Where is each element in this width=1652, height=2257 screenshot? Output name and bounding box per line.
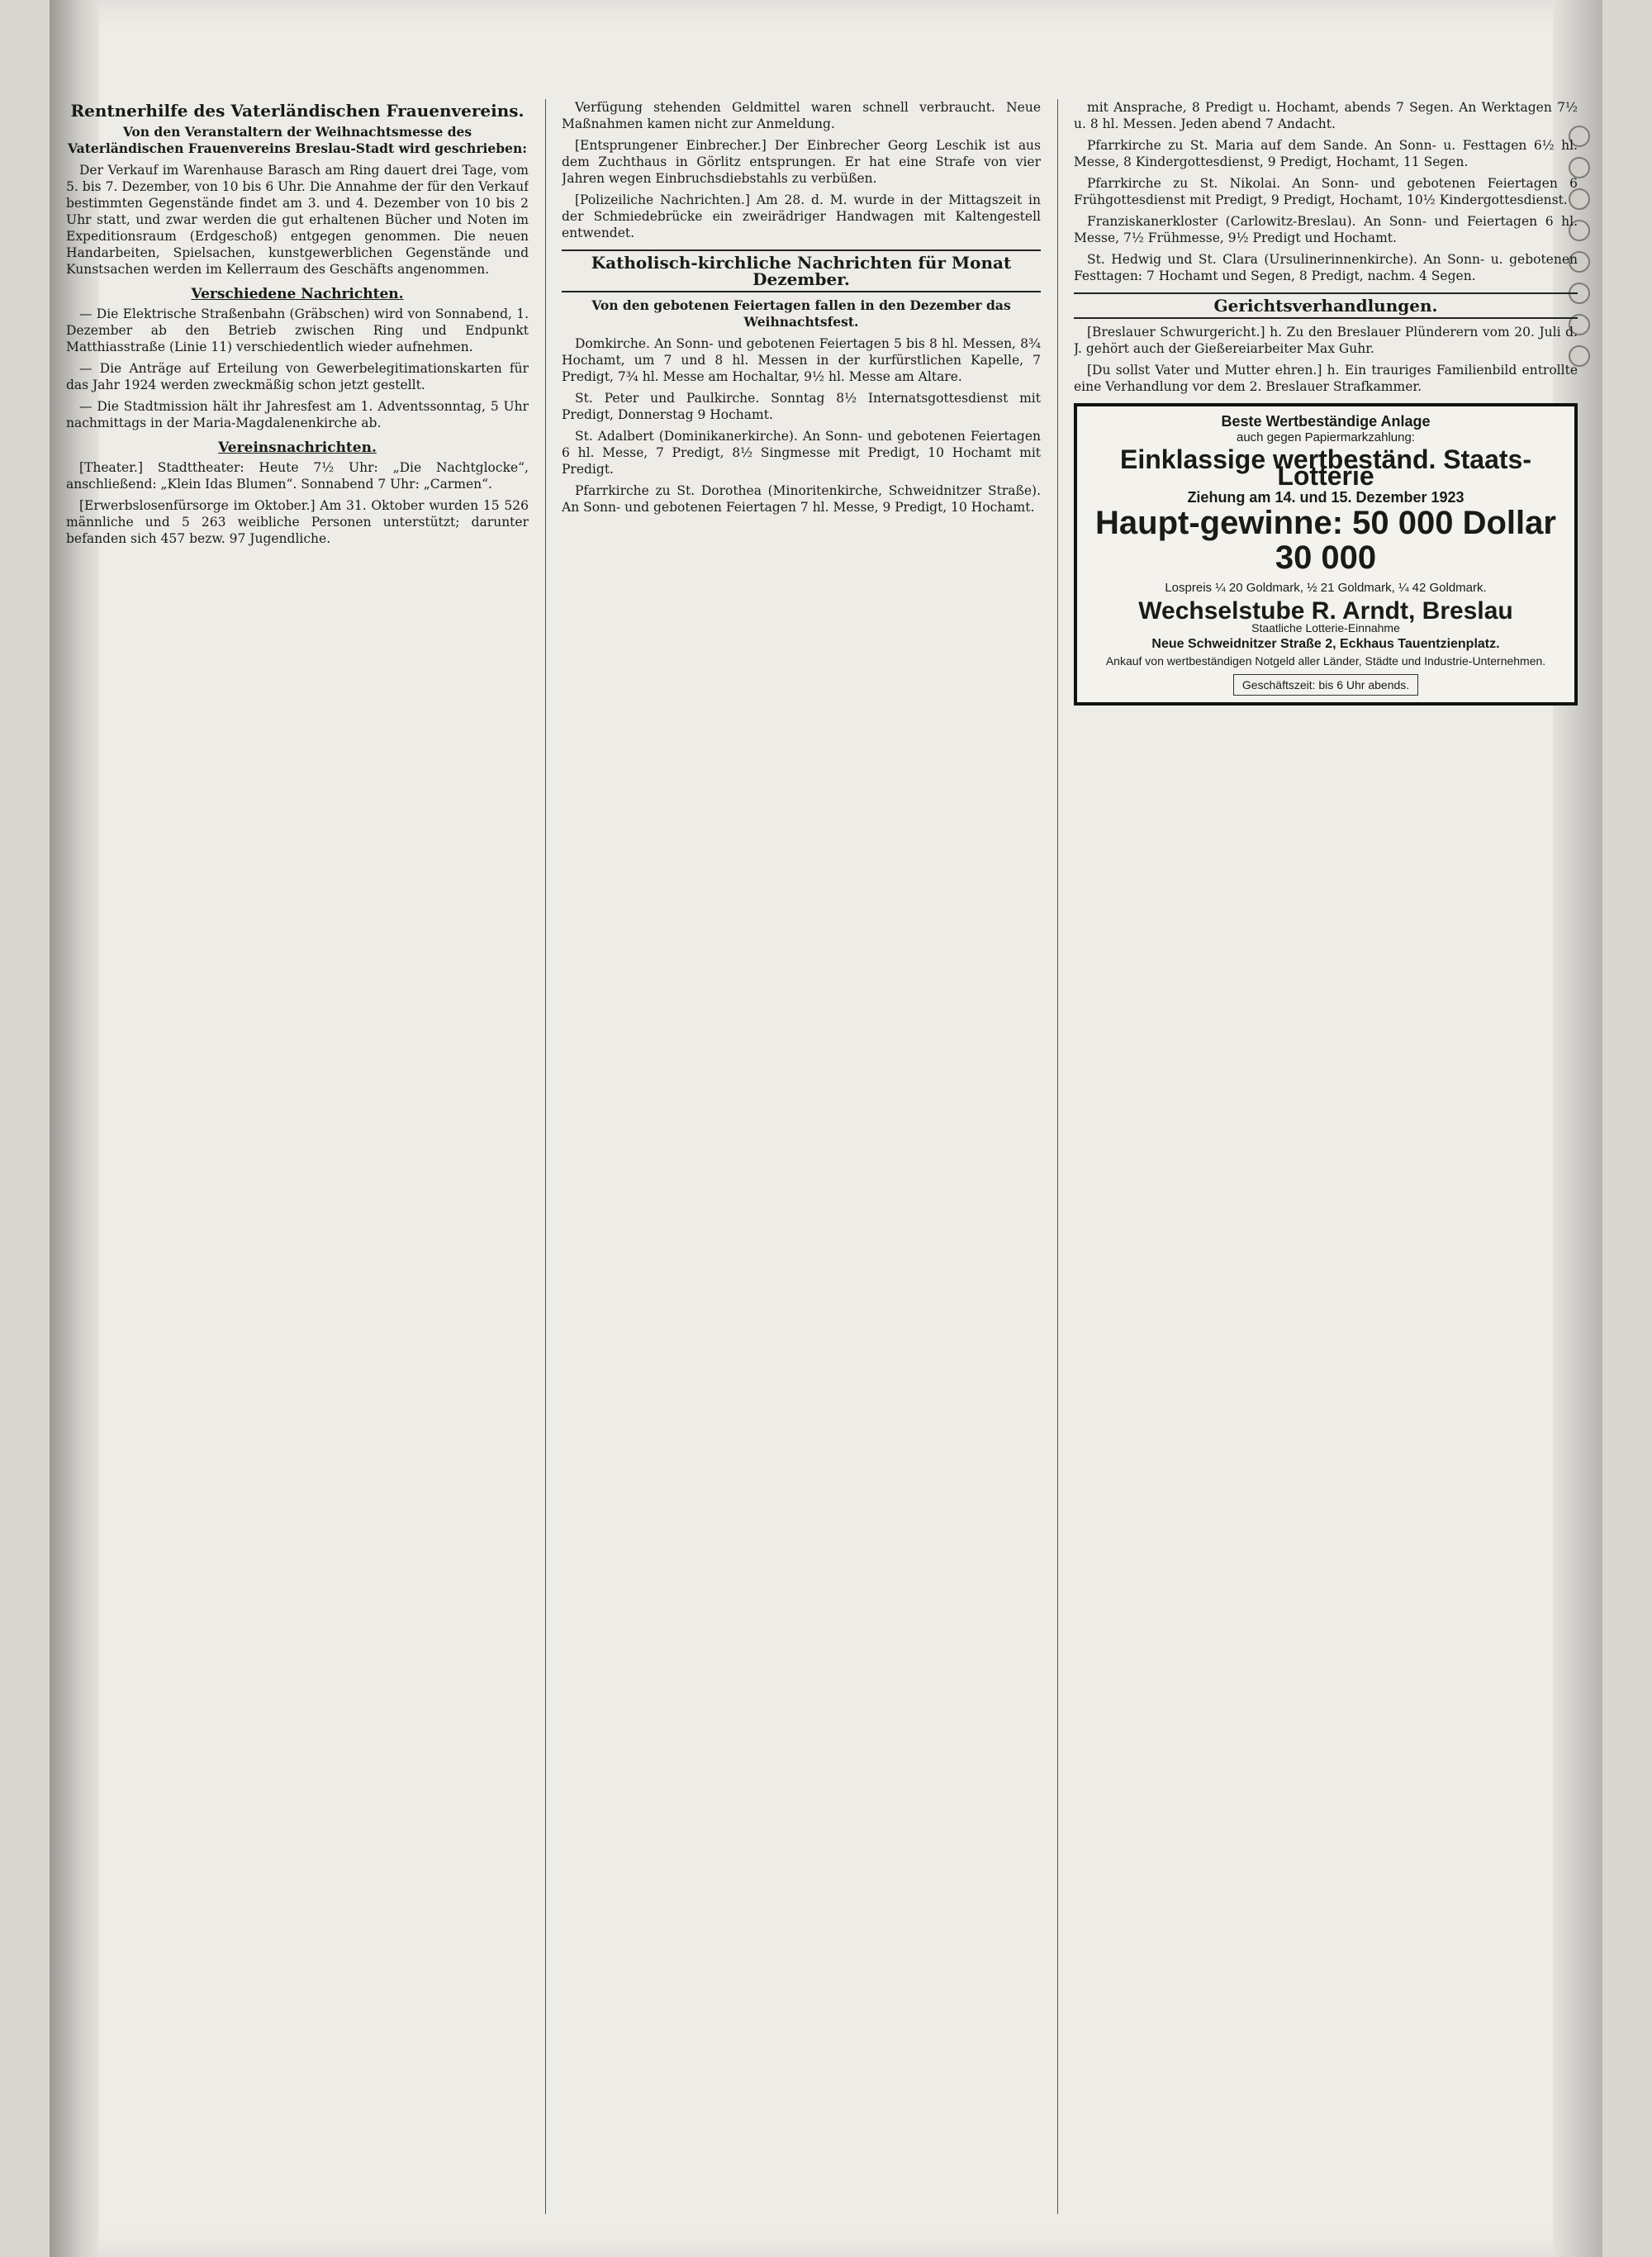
column-divider: [545, 99, 546, 2214]
article-paragraph: [Erwerbslosenfürsorge im Oktober.] Am 31. Oktober wurden 15 526 männliche und 5 263 weibliche Personen unterstützt; darunter befanden sich 457 bezw. 97 Jugendliche.: [66, 498, 529, 546]
article-headline: Gerichtsverhandlungen.: [1074, 292, 1578, 319]
article-paragraph: — Die Anträge auf Erteilung von Gewerbelegitimationskarten für das Jahr 1924 werden zweckmäßig schon jetzt gestellt.: [66, 361, 529, 392]
article-paragraph: [Theater.] Stadttheater: Heute 7½ Uhr: „Die Nachtglocke“, anschließend: „Klein Idas Blumen“. Sonnabend 7 Uhr: „Carmen“.: [66, 460, 529, 492]
article-paragraph: Franziskanerkloster (Carlowitz-Breslau). An Sonn- und Feiertagen 6 hl. Messe, 7½ Frühmesse, 9½ Predigt und Hochamt.: [1074, 214, 1578, 245]
article-paragraph: mit Ansprache, 8 Predigt u. Hochamt, abends 7 Segen. An Werktagen 7½ u. 8 hl. Messen. Jeden abend 7 Andacht.: [1074, 100, 1578, 131]
article-intro: Von den Veranstaltern der Weihnachtsmesse des Vaterländischen Frauenvereins Breslau-Stadt wird geschrieben:: [68, 124, 527, 156]
column-3: [1074, 99, 1578, 2214]
ad-subheading: auch gegen Papiermarkzahlung:: [1237, 430, 1415, 444]
ad-main-prize: Haupt-gewinne: 50 000 Dollar: [1095, 505, 1556, 541]
article-paragraph: [Polizeiliche Nachrichten.] Am 28. d. M. wurde in der Mittagszeit in der Schmiedebrücke ein zweirädriger Handwagen mit Kaltengestell entwendet.: [562, 192, 1041, 240]
article-paragraph: St. Peter und Paulkirche. Sonntag 8½ Internatsgottesdienst mit Predigt, Donnerstag 9 Hochamt.: [562, 391, 1041, 422]
ad-address: Neue Schweidnitzer Straße 2, Eckhaus Tauentzienplatz.: [1151, 637, 1500, 651]
article-paragraph: [Entsprungener Einbrecher.] Der Einbrecher Georg Leschik ist aus dem Zuchthaus in Görlitz entsprungen. Er hat eine Strafe von vier Jahren wegen Einbruchsdiebstahls zu verbüßen.: [562, 138, 1041, 186]
column-divider: [1057, 99, 1058, 2214]
article-paragraph: — Die Stadtmission hält ihr Jahresfest am 1. Adventssonntag, 5 Uhr nachmittags in der Maria-Magdalenenkirche ab.: [66, 399, 529, 430]
ad-ticket-price: Lospreis ¼ 20 Goldmark, ½ 21 Goldmark, ¼ 42 Goldmark.: [1165, 581, 1487, 595]
ad-company-desc: Staatliche Lotterie-Einnahme: [1251, 621, 1400, 634]
article-paragraph: St. Adalbert (Dominikanerkirche). An Sonn- und gebotenen Feiertagen 6 hl. Messe, 7 Predigt, 8½ Singmesse mit Predigt, 10 Hochamt mit Predigt.: [562, 429, 1041, 477]
article-paragraph: — Die Elektrische Straßenbahn (Gräbschen) wird von Sonnabend, 1. Dezember ab den Betrieb zwischen Ring und Endpunkt Matthiasstraße (Linie 11) verschiedentlich wieder aufnehmen.: [66, 306, 529, 354]
article-paragraph: Der Verkauf im Warenhause Barasch am Ring dauert drei Tage, vom 5. bis 7. Dezember, von 10 bis 6 Uhr. Die Annahme der für den Verkauf bestimmten Gegenstände findet am 3. und 4. Dezember von 10 bis 2 Uhr statt, und zwar werden die gut erhaltenen Bücher und Noten im Expeditionsraum (Erdgeschoß) entgegen genommen. Die neuen Handarbeiten, Spielsachen, kunstgewerblichen Gegenstände und Kunstsachen werden im Kellerraum des Geschäfts angenommen.: [66, 163, 529, 277]
article-headline: Rentnerhilfe des Vaterländischen Frauenvereins.: [70, 101, 525, 121]
article-paragraph: [Du sollst Vater und Mutter ehren.] h. Ein trauriges Familienbild entrollte eine Verhandlung vor dem 2. Breslauer Strafkammer.: [1074, 363, 1578, 394]
ad-hours: Geschäftszeit: bis 6 Uhr abends.: [1233, 674, 1418, 696]
lottery-advertisement: [1074, 403, 1578, 706]
article-headline: Katholisch-kirchliche Nachrichten für Monat Dezember.: [562, 249, 1041, 292]
article-paragraph: Pfarrkirche zu St. Maria auf dem Sande. An Sonn- u. Festtagen 6½ hl. Messe, 8 Kindergottesdienst, 9 Predigt, Hochamt, 11 Segen.: [1074, 138, 1578, 169]
article-paragraph: [Breslauer Schwurgericht.] h. Zu den Breslauer Plünderern vom 20. Juli d. J. gehört auch der Gießereiarbeiter Max Guhr.: [1074, 325, 1578, 356]
section-heading: Verschiedene Nachrichten.: [191, 286, 404, 302]
ad-draw-date: Ziehung am 14. und 15. Dezember 1923: [1187, 489, 1464, 506]
section-heading: Vereinsnachrichten.: [218, 440, 377, 456]
ad-company-name: Wechselstube R. Arndt, Breslau: [1138, 597, 1513, 625]
article-intro: Von den gebotenen Feiertagen fallen in den Dezember das Weihnachtsfest.: [591, 297, 1011, 330]
ad-title: Einklassige wertbeständ. Staats-Lotterie: [1120, 444, 1531, 491]
ad-note: Ankauf von wertbeständigen Notgeld aller Länder, Städte und Industrie-Unternehmen.: [1105, 654, 1546, 668]
article-paragraph: Verfügung stehenden Geldmittel waren schnell verbraucht. Neue Maßnahmen kamen nicht zur Anmeldung.: [562, 100, 1041, 131]
article-paragraph: Domkirche. An Sonn- und gebotenen Feiertagen 5 bis 8 hl. Messen, 8¾ Hochamt, um 7 und 8 hl. Messen in der kurfürstlichen Kapelle, 7 Predigt, 7¾ hl. Messe am Hochaltar, 9½ hl. Messe am Altare.: [562, 336, 1041, 384]
article-paragraph: St. Hedwig und St. Clara (Ursulinerinnenkirche). An Sonn- u. gebotenen Festtagen: 7 Hochamt und Segen, 8 Predigt, nachm. 4 Segen.: [1074, 252, 1578, 283]
column-2: [562, 99, 1041, 2214]
article-paragraph: Pfarrkirche zu St. Nikolai. An Sonn- und gebotenen Feiertagen 6 Frühgottesdienst mit Predigt, 9 Predigt, Hochamt, 10½ Kindergottesdienst.: [1074, 176, 1578, 207]
column-1: [66, 99, 529, 2214]
ad-second-prize: 30 000: [1275, 539, 1377, 576]
ad-heading: Beste Wertbeständige Anlage: [1221, 413, 1431, 430]
article-paragraph: Pfarrkirche zu St. Dorothea (Minoritenkirche, Schweidnitzer Straße). An Sonn- und gebotenen Feiertagen 7 hl. Messe, 9 Predigt, 10 Hochamt.: [562, 483, 1041, 515]
